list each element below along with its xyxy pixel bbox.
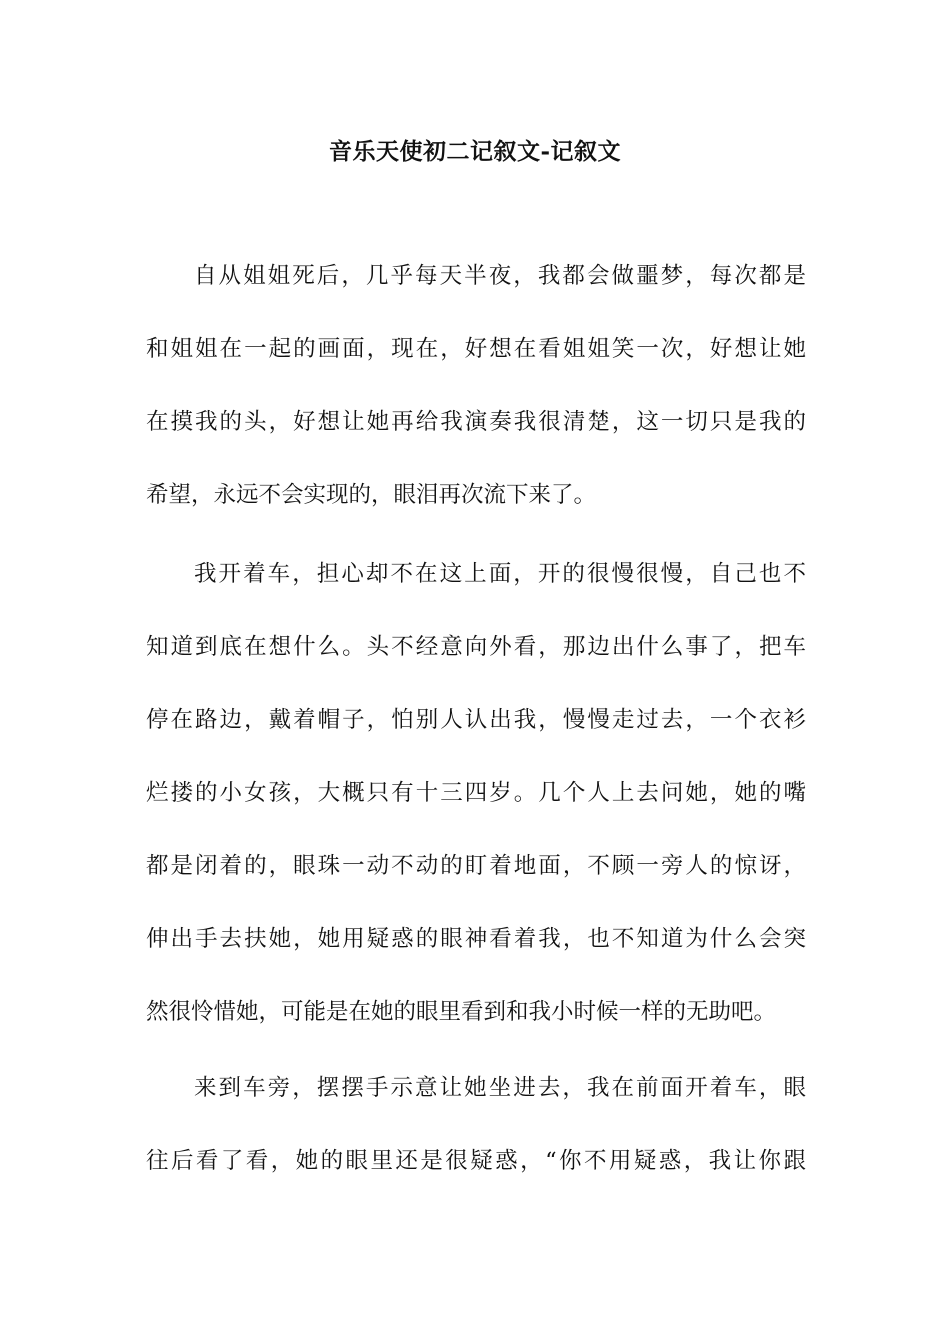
paragraph-1-line-3: 在摸我的头，好想让她再给我演奏我很清楚，这一切只是我的 bbox=[146, 409, 806, 435]
paragraph-1-line-4: 希望，永远不会实现的，眼泪再次流下来了。 bbox=[146, 482, 597, 508]
paragraph-1-line-1: 自从姐姐死后，几乎每天半夜，我都会做噩梦，每次都是 bbox=[194, 263, 806, 289]
paragraph-3-line-1: 来到车旁，摆摆手示意让她坐进去，我在前面开着车，眼 bbox=[194, 1075, 806, 1101]
paragraph-2-line-5: 都是闭着的，眼珠一动不动的盯着地面，不顾一旁人的惊讶， bbox=[146, 853, 806, 879]
paragraph-2-line-3: 停在路边，戴着帽子，怕别人认出我，慢慢走过去，一个衣衫 bbox=[146, 707, 806, 733]
paragraph-2-line-1: 我开着车，担心却不在这上面，开的很慢很慢，自己也不 bbox=[194, 561, 806, 587]
paragraph-2-line-6: 伸出手去扶她，她用疑惑的眼神看着我，也不知道为什么会突 bbox=[146, 926, 806, 952]
paragraph-2-line-2: 知道到底在想什么。头不经意向外看，那边出什么事了，把车 bbox=[146, 634, 806, 660]
paragraph-3-line-2: 往后看了看，她的眼里还是很疑惑，“你不用疑惑，我让你跟 bbox=[146, 1148, 806, 1174]
paragraph-2-line-4: 烂搂的小女孩，大概只有十三四岁。几个人上去问她，她的嘴 bbox=[146, 780, 806, 806]
paragraph-1-line-2: 和姐姐在一起的画面，现在，好想在看姐姐笑一次，好想让她 bbox=[146, 336, 806, 362]
paragraph-2-line-7: 然很怜惜她，可能是在她的眼里看到和我小时候一样的无助吧。 bbox=[146, 999, 777, 1025]
document-title: 音乐天使初二记叙文-记叙文 bbox=[328, 138, 622, 165]
